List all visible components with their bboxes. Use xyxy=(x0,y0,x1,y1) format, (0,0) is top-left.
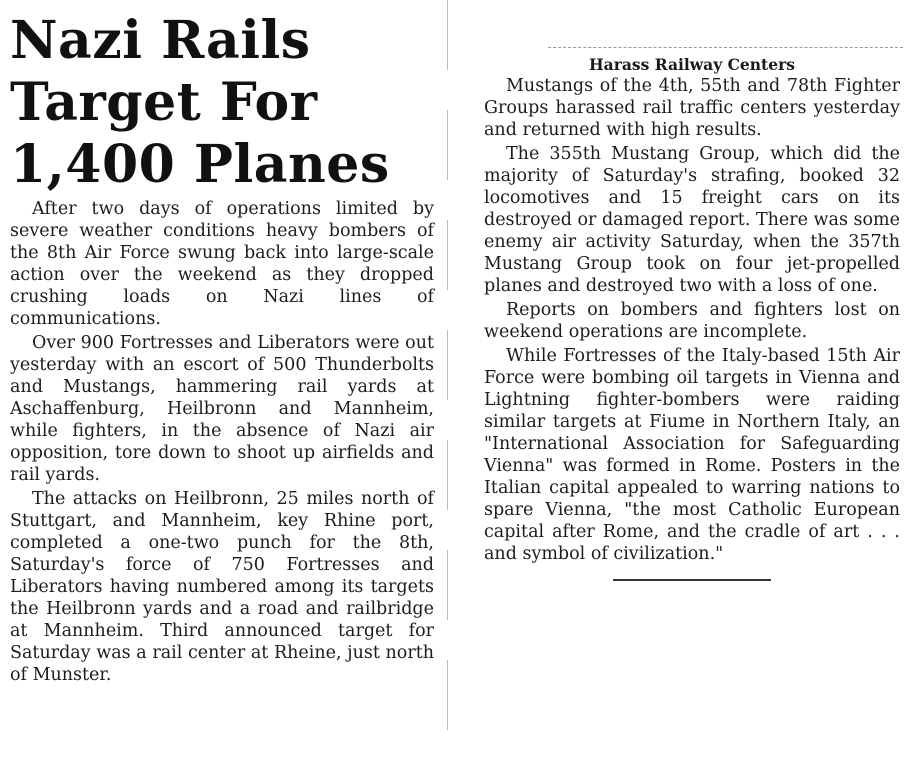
paragraph: After two days of operations limited by severe weather conditions heavy bombers of the 8th Air Force swung back into large-scale action over the weekend as they dropped crushing loads on Nazi lines of communications. xyxy=(10,199,434,329)
headline xyxy=(10,10,434,196)
right-column xyxy=(484,0,900,581)
headline-line-1: Nazi Rails xyxy=(10,10,311,71)
headline-line-2: Target For xyxy=(10,72,318,133)
paragraph: Over 900 Fortresses and Liberators were out yesterday with an escort of 500 Thunderbolts and Mustangs, hammering rail yards at Aschaffenburg, Heilbronn and Mannheim, while fighters, in the absence of Nazi air opposition, tore down to shoot up airfields and rail yards. xyxy=(10,333,434,485)
right-article-body xyxy=(484,75,900,565)
paragraph: The 355th Mustang Group, which did the majority of Saturday's strafing, booked 32 locomotives and 15 freight cars on its destroyed or damaged report. There was some enemy air activity Saturday, when the 357th Mustang Group took on four jet-propelled planes and destroyed two with a loss of one. xyxy=(484,144,900,296)
paragraph: The attacks on Heilbronn, 25 miles north of Stuttgart, and Mannheim, key Rhine port, completed a one-two punch for the 8th, Saturday's force of 750 Fortresses and Liberators having numbered among its targets the Heilbronn yards and a road and railbridge at Mannheim. Third announced target for Saturday was a rail center at Rheine, just north of Munster. xyxy=(10,489,434,685)
left-article-body xyxy=(10,198,434,686)
end-rule xyxy=(613,579,771,581)
subheading: Harass Railway Centers xyxy=(589,55,795,74)
paragraph: Reports on bombers and fighters lost on weekend operations are incomplete. xyxy=(484,300,900,342)
headline-line-3: 1,400 Planes xyxy=(10,134,390,195)
left-column xyxy=(10,0,434,686)
paragraph: Mustangs of the 4th, 55th and 78th Fighter Groups harassed rail traffic centers yesterday and returned with high results. xyxy=(484,76,900,140)
paragraph: While Fortresses of the Italy-based 15th Air Force were bombing oil targets in Vienna and Lightning fighter-bombers were raiding similar targets at Fiume in Northern Italy, an "International Association for Safeguarding Vienna" was formed in Rome. Posters in the Italian capital appealed to warring nations to spare Vienna, "the most Catholic European capital after Rome, and the cradle of art . . . and symbol of civilization." xyxy=(484,346,900,564)
column-divider xyxy=(447,0,448,768)
